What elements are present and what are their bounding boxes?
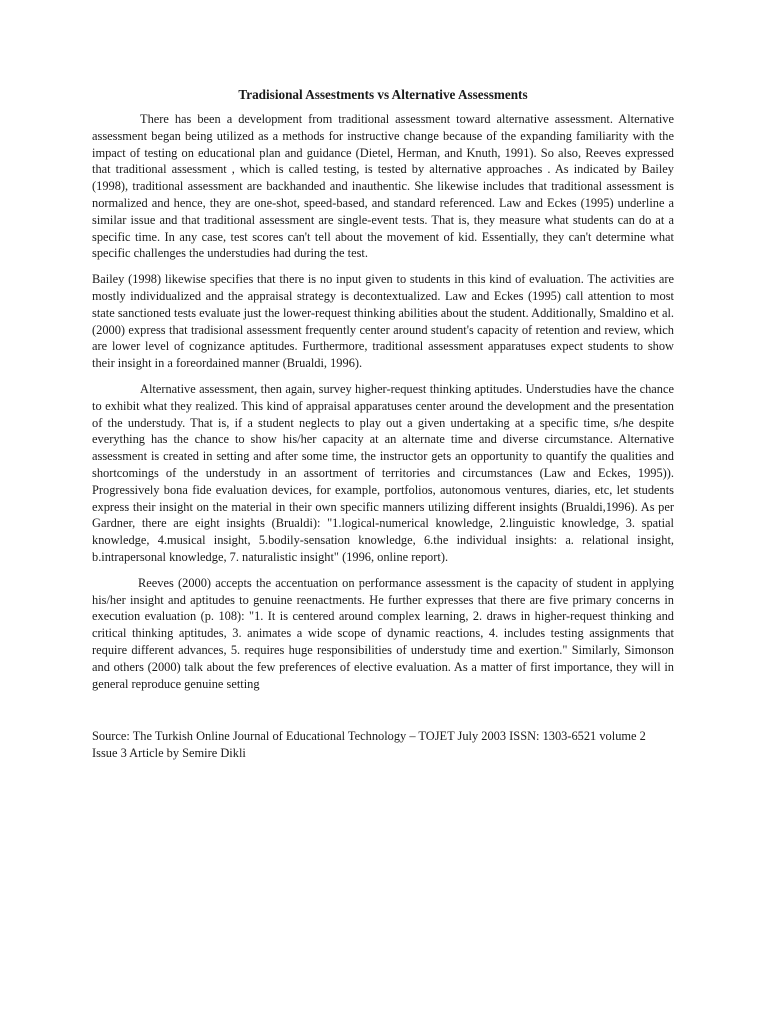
document-page bbox=[92, 87, 674, 762]
paragraph-4: Reeves (2000) accepts the accentuation on performance assessment is the capacity of student in applying his/her insight and aptitudes to genuine reenactments. He further expresses that there are five primary concerns in execution evaluation (p. 108): "1. It is centered around complex learning, 2. draws in higher-request thinking and critical thinking aptitudes, 3. animates a wide scope of dynamic reactions, 4. includes testing assignments that require different advances, 5. requires huge responsibilities of understudy time and exertion." Similarly, Simonson and others (2000) talk about the few preferences of elective evaluation. As a matter of first importance, they will in general reproduce genuine setting bbox=[92, 575, 674, 691]
document-title: Tradisional Assestments vs Alternative Assessments bbox=[238, 87, 528, 102]
paragraph-2: Bailey (1998) likewise specifies that there is no input given to students in this kind of evaluation. The activities are mostly individualized and the appraisal strategy is decontextualized. Law and Eckes (1995) call attention to most state sanctioned tests evaluate just the lower-request thinking abilities about the student. Additionally, Smaldino et al. (2000) express that tradisional assessment frequently center around student's capacity of retention and review, which are lower level of cognizance aptitudes. Furthermore, traditional assessment apparatuses expect students to show their insight in a foreordained manner (Brualdi, 1996). bbox=[92, 272, 674, 371]
paragraph-3: Alternative assessment, then again, survey higher-request thinking aptitudes. Understudies have the chance to exhibit what they realized. This kind of appraisal apparatuses center around the development and the presentation of the understudy. That is, if a student neglects to play out a given undertaking at a specific time, s/he despite everything has the chance to show his/her capacity at an alternate time and diverse circumstance. Alternative assessment is created in setting and after some time, the instructor gets an opportunity to quantify the qualities and shortcomings of the understudy in an assortment of territories and circumstances (Law and Eckes, 1995)). Progressively bona fide evaluation devices, for example, portfolios, autonomous ventures, diaries, etc, let students express their insight on the material in their own specific manners utilizing different insights (Brualdi,1996). As per Gardner, there are eight insights (Brualdi): "1.logical-numerical knowledge, 2.linguistic knowledge, 3. spatial knowledge, 4.musical insight, 5.bodily-sensation knowledge, 6.the individual insights: a. relational insight, b.intrapersonal knowledge, 7. naturalistic insight" (1996, online report). bbox=[92, 381, 674, 564]
source-citation: Source: The Turkish Online Journal of Educational Technology – TOJET July 2003 ISSN: 1303-6521 volume 2 Issue 3 Article by Semire Dikli bbox=[92, 729, 646, 761]
paragraph-1: There has been a development from traditional assessment toward alternative assessment. Alternative assessment began being utilized as a methods for instructive change because of the expanding familiarity with the impact of testing on educational plan and guidance (Dietel, Herman, and Knuth, 1991). So also, Reeves expressed that traditional assessment , which is called testing, is tested by alternative approaches . As indicated by Bailey (1998), traditional assessment are backhanded and inauthentic. She likewise includes that traditional assessment is normalized and hence, they are one-shot, speed-based, and standard referenced. Law and Eckes (1995) underline a similar issue and that traditional assessment are single-event tests. That is, they measure what students can do at a specific time. In any case, test scores can't tell about the movement of kid. Essentially, they can't determine what specific challenges the understudies had during the test. bbox=[92, 112, 674, 261]
